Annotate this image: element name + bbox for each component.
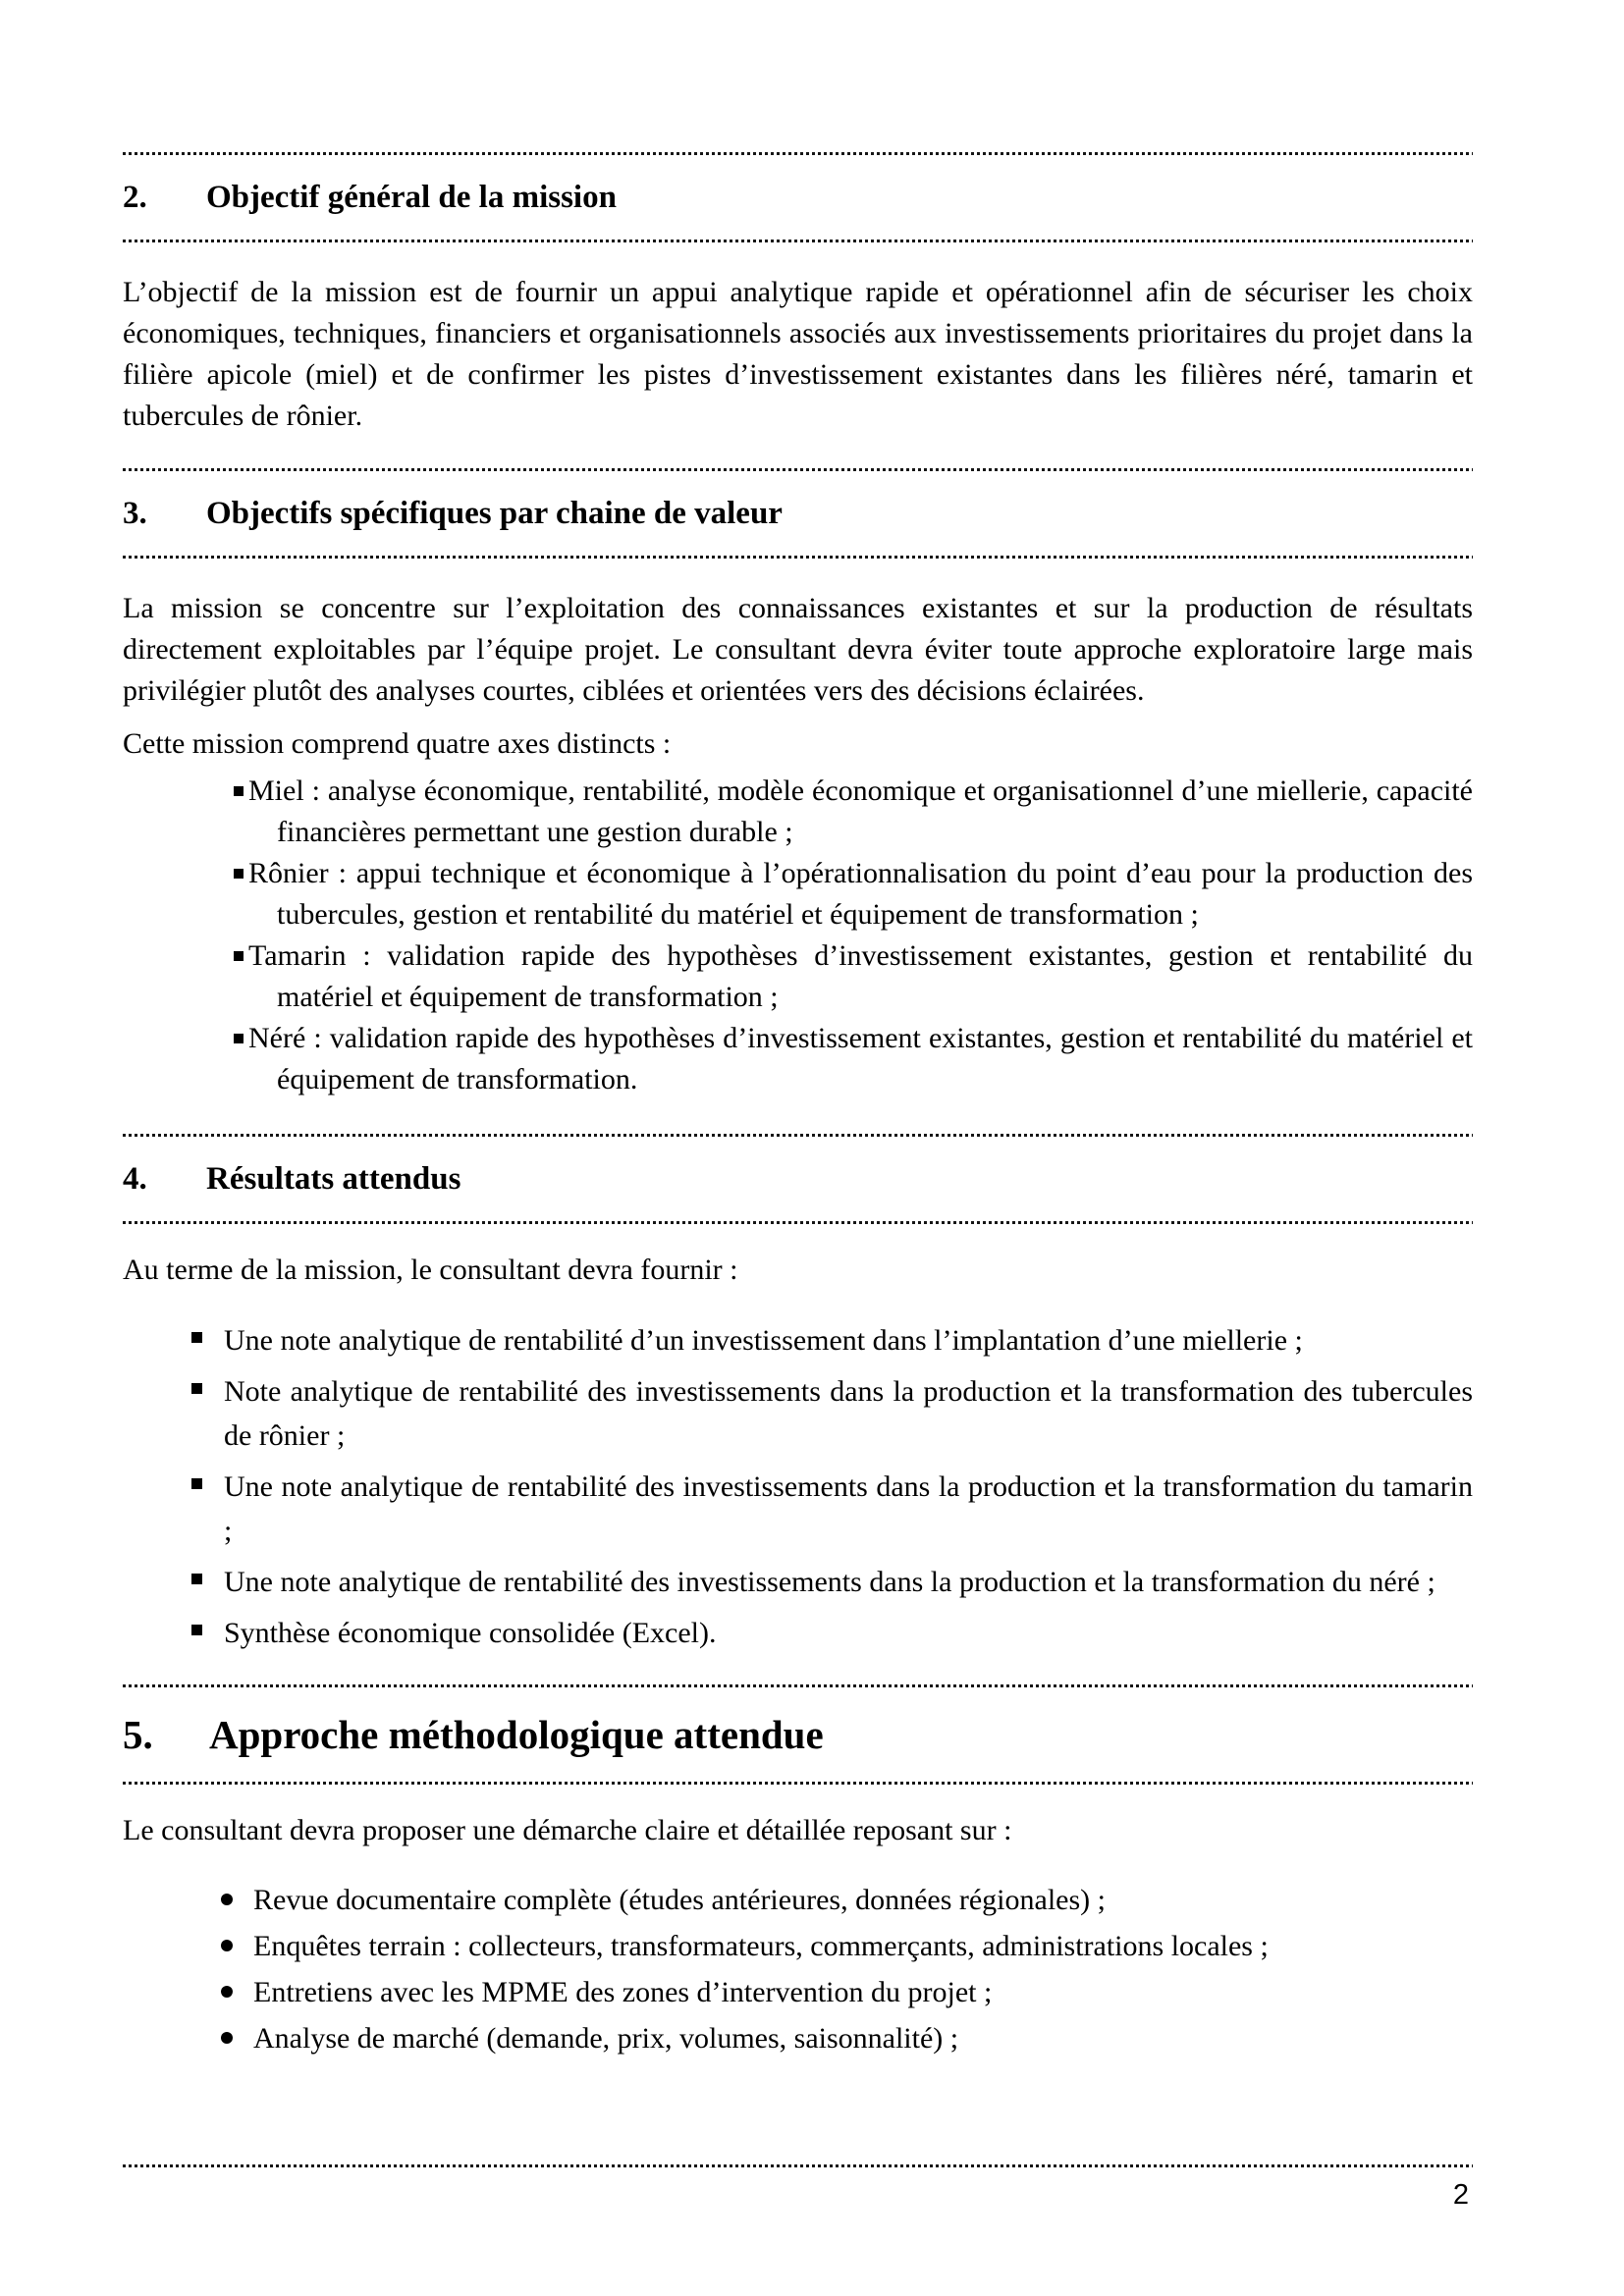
page-footer bbox=[123, 2164, 1473, 2212]
section-objectifs-specifiques bbox=[123, 468, 1473, 1100]
paragraph: Le consultant devra proposer une démarche claire et détaillée reposant sur : bbox=[123, 1814, 1012, 1846]
divider bbox=[123, 556, 1473, 559]
section-resultats-attendus bbox=[123, 1134, 1473, 1655]
section-number: 4. bbox=[123, 1161, 147, 1197]
list-item: Néré : validation rapide des hypothèses d’investissement existantes, gestion et rentabilité du matériel et équipement de transformation. bbox=[123, 1018, 1473, 1100]
method-list bbox=[123, 1877, 1473, 2061]
section-heading bbox=[123, 1687, 1473, 1782]
section-number: 2. bbox=[123, 180, 147, 215]
paragraph: La mission se concentre sur l’exploitation des connaissances existantes et sur la production de résultats directement exploitables par l’équipe projet. Le consultant devra éviter toute approche exploratoire large mais privilégier plutôt des analyses courtes, ciblées et orientées vers des décisions éclairées. bbox=[123, 592, 1473, 707]
section-heading bbox=[123, 471, 1473, 556]
footer-divider bbox=[123, 2164, 1473, 2167]
section-number: 3. bbox=[123, 496, 147, 531]
list-item: Rônier : appui technique et économique à l’opérationnalisation du point d’eau pour la production des tubercules, gestion et rentabilité du matériel et équipement de transformation ; bbox=[123, 853, 1473, 935]
paragraph: Cette mission comprend quatre axes distincts : bbox=[123, 727, 672, 760]
list-item: Enquêtes terrain : collecteurs, transformateurs, commerçants, administrations locales ; bbox=[123, 1923, 1473, 1969]
divider bbox=[123, 1782, 1473, 1785]
divider bbox=[123, 1221, 1473, 1224]
section-title: Résultats attendus bbox=[206, 1161, 461, 1197]
section-title: Objectif général de la mission bbox=[206, 180, 617, 215]
section-approche-methodologique bbox=[123, 1684, 1473, 2061]
list-item: Synthèse économique consolidée (Excel). bbox=[123, 1611, 1473, 1655]
list-item: Entretiens avec les MPME des zones d’intervention du projet ; bbox=[123, 1969, 1473, 2015]
list-item: Une note analytique de rentabilité d’un investissement dans l’implantation d’une miellerie ; bbox=[123, 1318, 1473, 1362]
list-item: Miel : analyse économique, rentabilité, modèle économique et organisationnel d’une miellerie, capacité financières permettant une gestion durable ; bbox=[123, 771, 1473, 853]
section-title: Approche méthodologique attendue bbox=[209, 1712, 824, 1757]
results-list bbox=[123, 1318, 1473, 1655]
list-item: Tamarin : validation rapide des hypothèses d’investissement existantes, gestion et rentabilité du matériel et équipement de transformation ; bbox=[123, 935, 1473, 1018]
page-number: 2 bbox=[1452, 2179, 1469, 2211]
paragraph: Au terme de la mission, le consultant devra fournir : bbox=[123, 1254, 738, 1286]
list-item: Note analytique de rentabilité des investissements dans la production et la transformation des tubercules de rônier ; bbox=[123, 1369, 1473, 1458]
list-item: Une note analytique de rentabilité des investissements dans la production et la transformation du tamarin ; bbox=[123, 1465, 1473, 1553]
paragraph: L’objectif de la mission est de fournir un appui analytique rapide et opérationnel afin de sécuriser les choix économiques, techniques, financiers et organisationnels associés aux investissements prioritaires du projet dans la filière apicole (miel) et de confirmer les pistes d’investissement existantes dans les filières néré, tamarin et tubercules de rônier. bbox=[123, 276, 1473, 432]
section-heading bbox=[123, 1137, 1473, 1221]
section-objectif-general bbox=[123, 152, 1473, 437]
divider bbox=[123, 240, 1473, 242]
section-heading bbox=[123, 155, 1473, 240]
list-item: Une note analytique de rentabilité des investissements dans la production et la transformation du néré ; bbox=[123, 1560, 1473, 1604]
section-number: 5. bbox=[123, 1712, 153, 1757]
list-item: Analyse de marché (demande, prix, volumes, saisonnalité) ; bbox=[123, 2015, 1473, 2061]
list-item: Revue documentaire complète (études antérieures, données régionales) ; bbox=[123, 1877, 1473, 1923]
axes-list bbox=[123, 771, 1473, 1100]
section-title: Objectifs spécifiques par chaine de valeur bbox=[206, 496, 783, 531]
